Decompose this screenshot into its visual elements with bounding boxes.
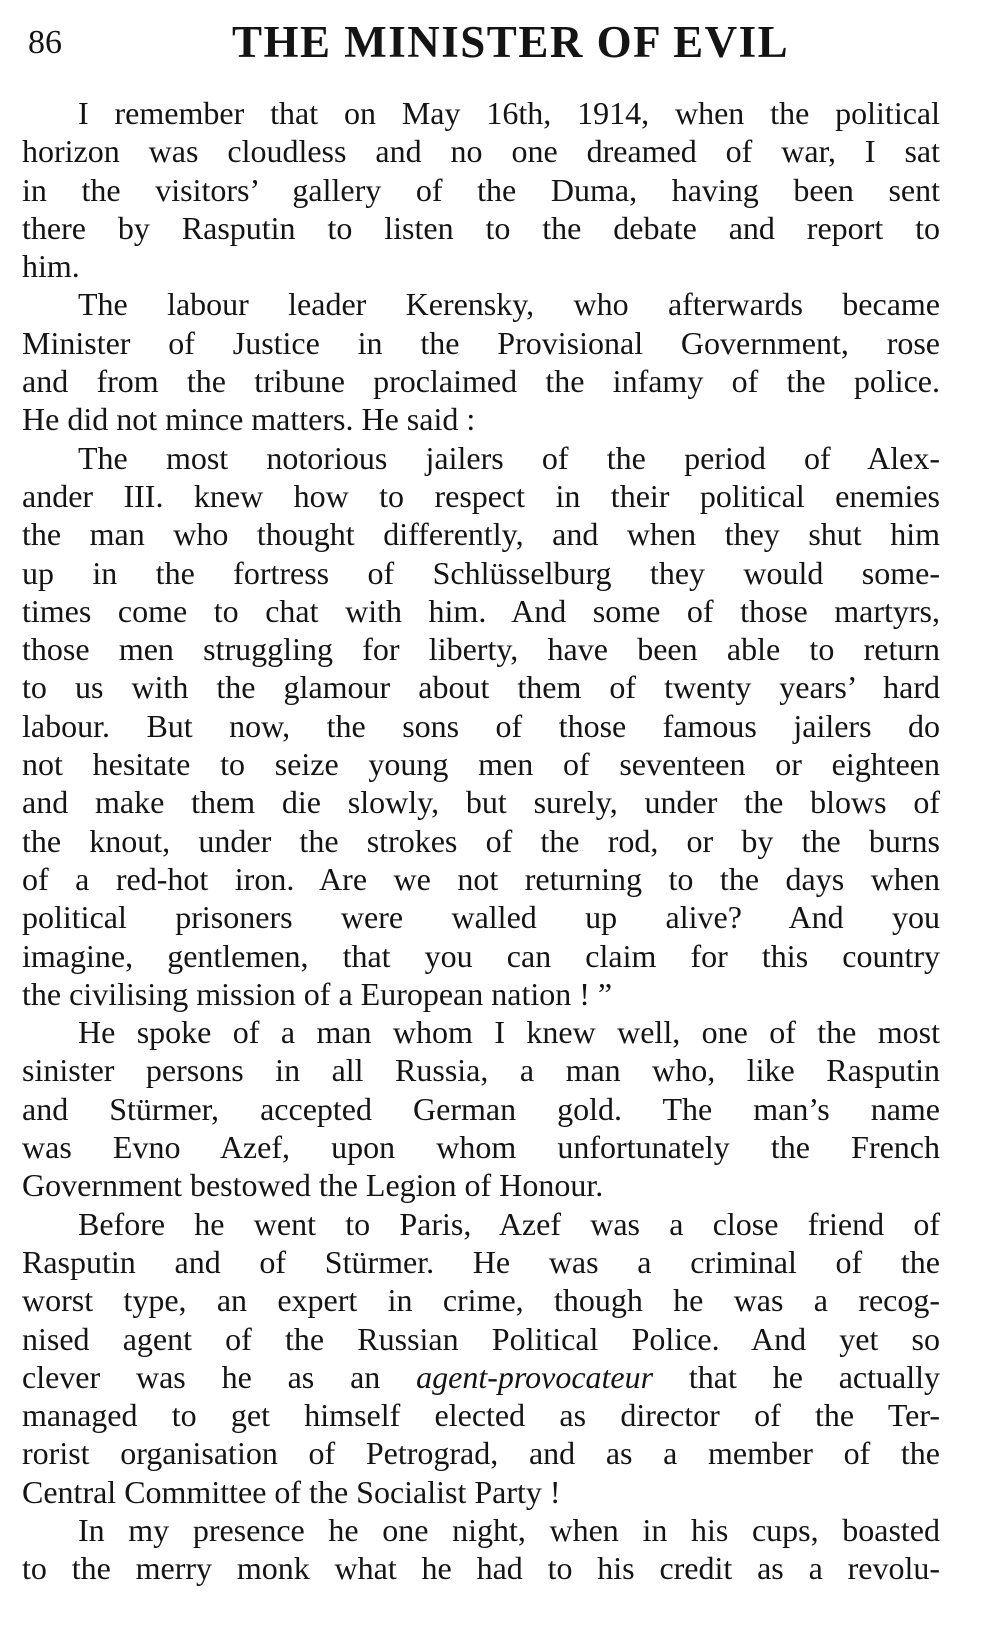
body-text — [22, 94, 940, 1588]
paragraph-boast — [22, 1511, 940, 1588]
text-line: him. — [22, 248, 80, 285]
text-line: not hesitate to seize young men of seventeen or eighteen — [22, 746, 940, 783]
text-run: clever was he as an — [22, 1358, 417, 1395]
text-run: that he actually — [653, 1358, 941, 1395]
text-line: there by Rasputin to listen to the debate and report to — [22, 209, 940, 246]
text-line: the civilising mission of a European nation ! ” — [22, 975, 613, 1012]
text-line: in the visitors’ gallery of the Duma, having been sent — [22, 171, 940, 208]
running-head — [22, 14, 962, 84]
text-line: The labour leader Kerensky, who afterwards became — [78, 286, 940, 323]
text-line: sinister persons in all Russia, a man who, like Rasputin — [22, 1052, 940, 1089]
text-line: to the merry monk what he had to his credit as a revolu- — [22, 1550, 940, 1587]
text-line: labour. But now, the sons of those famous jailers do — [22, 707, 940, 744]
text-line: rorist organisation of Petrograd, and as a member of the — [22, 1435, 940, 1472]
text-line: times come to chat with him. And some of those martyrs, — [22, 592, 940, 629]
text-line: was Evno Azef, upon whom unfortunately the French — [22, 1129, 940, 1166]
text-line: Central Committee of the Socialist Party ! — [22, 1473, 561, 1510]
italic-term: agent-provocateur — [416, 1358, 654, 1395]
text-line: of a red-hot iron. Are we not returning to the days when — [22, 860, 940, 897]
text-line: He did not mince matters. He said : — [22, 401, 476, 438]
text-line: up in the fortress of Schlüsselburg they would some- — [22, 554, 940, 591]
text-line: Before he went to Paris, Azef was a close friend of — [78, 1205, 940, 1242]
text-line: the man who thought differently, and when they shut him — [22, 516, 940, 553]
text-line: Rasputin and of Stürmer. He was a criminal of the — [22, 1243, 940, 1280]
text-line: the knout, under the strokes of the rod, or by the burns — [22, 822, 940, 859]
running-title: THE MINISTER OF EVIL — [232, 17, 790, 67]
paragraph-duma-visit — [22, 94, 940, 285]
text-line: Government bestowed the Legion of Honour. — [22, 1167, 604, 1204]
text-line: and make them die slowly, but surely, under the blows of — [22, 784, 940, 821]
text-line: The most notorious jailers of the period of Alex- — [78, 439, 940, 476]
text-line: ander III. knew how to respect in their political enemies — [22, 477, 940, 514]
text-line-with-italic — [22, 1358, 940, 1396]
text-line: I remember that on May 16th, 1914, when the political — [78, 95, 940, 131]
text-line: and from the tribune proclaimed the infamy of the police. — [22, 363, 940, 400]
text-line: imagine, gentlemen, that you can claim for this country — [22, 937, 940, 974]
text-line: horizon was cloudless and no one dreamed of war, I sat — [22, 133, 940, 170]
paragraph-kerensky — [22, 285, 940, 438]
paragraph-azef-friend — [22, 1205, 940, 1511]
text-line: In my presence he one night, when in his cups, boasted — [78, 1511, 940, 1548]
text-line: worst type, an expert in crime, though he was a recog- — [22, 1282, 940, 1319]
text-line: and Stürmer, accepted German gold. The man’s name — [22, 1090, 940, 1127]
text-line: political prisoners were walled up alive? And you — [22, 899, 940, 936]
text-line: nised agent of the Russian Political Police. And yet so — [22, 1320, 940, 1357]
text-line: He spoke of a man whom I knew well, one of the most — [78, 1014, 940, 1051]
text-line: to us with the glamour about them of twenty years’ hard — [22, 669, 940, 706]
text-line: Minister of Justice in the Provisional Government, rose — [22, 324, 940, 361]
paragraph-speech-quote — [22, 439, 940, 1013]
paragraph-azef-intro — [22, 1013, 940, 1204]
text-line: managed to get himself elected as director of the Ter- — [22, 1397, 940, 1434]
text-line: those men struggling for liberty, have been able to return — [22, 631, 940, 668]
page-number: 86 — [28, 24, 62, 61]
